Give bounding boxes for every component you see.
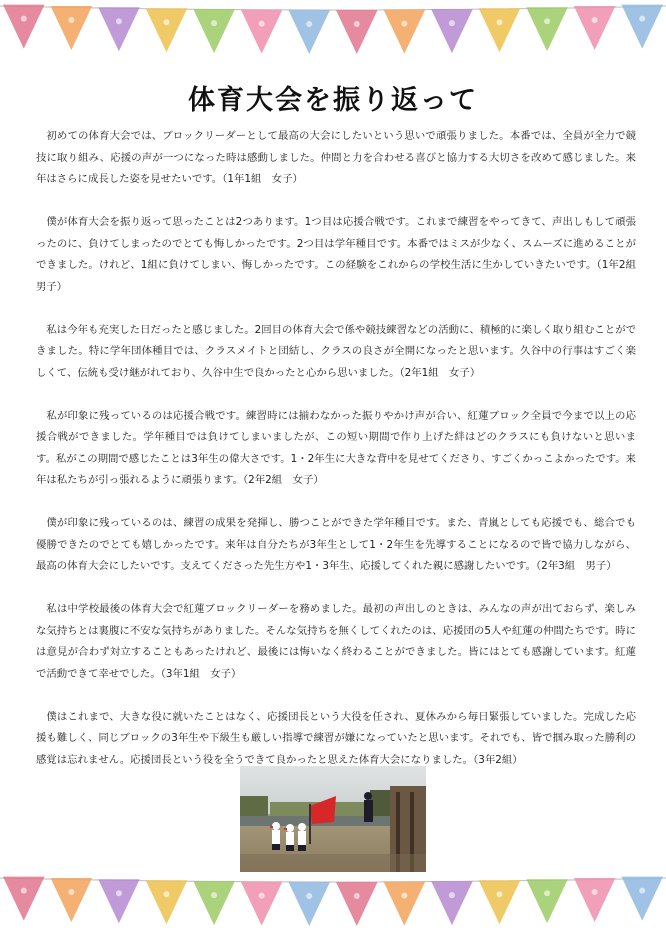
bunting-flag-dot — [211, 892, 217, 898]
bunting-flag — [98, 7, 140, 51]
bunting-flag — [146, 8, 188, 52]
bunting-flag-dot — [116, 18, 122, 24]
bunting-flag — [3, 5, 45, 49]
paragraph-3: 私は今年も充実した日だったと感じました。2回目の体育大会で係や競技練習などの活動に、積極的に楽しく取り組むことができました。特に学年団体種目では、クラスメイトと団結し、クラスの良さが全開になったと思います。久谷中の行事はすごく楽しくて、伝統も受け継がれており、久谷中生で良かったと心から思いました。（2年1組 女子） — [36, 323, 636, 379]
bunting-flag — [241, 882, 283, 926]
bunting-flag — [241, 10, 283, 54]
bunting-flag — [384, 10, 426, 54]
bunting-flag — [288, 10, 330, 54]
bunting-flag-dot — [354, 21, 360, 27]
article-body — [36, 126, 647, 793]
bunting-flag — [51, 6, 93, 50]
bunting-flag — [621, 5, 663, 49]
bunting-flag — [51, 878, 93, 922]
bunting-flag-dot — [211, 20, 217, 26]
bunting-flag — [384, 882, 426, 926]
bunting-flag — [98, 879, 140, 923]
paragraph-6: 私は中学校最後の体育大会で紅蓮ブロックリーダーを務めました。最初の声出しのときは、みんなの声が出ておらず、楽しみな気持ちとは裏腹に不安な気持ちがありました。そんな気持ちを無くしてくれたのは、応援団の5人や紅蓮の仲間たちです。時には意見が合わず対立することもあったけれど、最後には悔いなく終わることができました。皆にはとても感謝しています。紅蓮で活動できて幸せでした。（3年1組 女子） — [36, 603, 636, 680]
bunting-bottom — [0, 872, 666, 926]
bunting-flag-dot — [354, 893, 360, 899]
bunting-flag — [431, 881, 473, 925]
bunting-flag — [526, 7, 568, 51]
paragraph-4: 私が印象に残っているのは応援合戦です。練習時には揃わなかった振りやかけ声が合い、紅蓮ブロック全員で今まで以上の応援合戦ができました。学年種目では負けてしまいましたが、この短い期間で作り上げた絆はどのクラスにも負けないと思います。私がこの期間で感じたことは3年生の偉大さです。1・2年生に大きな背中を見せてくださり、すごくかっこよかったです。来年は私たちが引っ張れるように頑張ります。（2年2組 女子） — [36, 409, 636, 486]
paragraph-5: 僕が印象に残っているのは、練習の成果を発揮し、勝つことができた学年種目です。また、青嵐としても応援でも、総合でも優勝できたのでとても嬉しかったです。来年は自分たちが3年生として1・2年生を先導することになるので皆で協力しながら、最高の体育大会にしたいです。支えてくださった先生方や1・3年生、応援してくれた親に感謝したいです。（2年3組 男子） — [36, 517, 636, 572]
bunting-flag-dot — [449, 892, 455, 898]
bunting-top — [0, 0, 666, 54]
bunting-flag — [431, 9, 473, 53]
bunting-flag-dot — [306, 21, 312, 27]
bunting-flag-dot — [592, 889, 598, 895]
bunting-flag-dot — [497, 891, 503, 897]
bunting-flag-dot — [68, 17, 74, 23]
bunting-flag-dot — [639, 16, 645, 22]
bunting-flag — [621, 877, 663, 921]
bunting-flag-dot — [259, 893, 265, 899]
bunting-flag — [193, 9, 235, 53]
paragraph-7: 僕はこれまで、大きな役に就いたことはなく、応援団長という大役を任され、夏休みから毎日緊張していました。完成した応援も難しく、同じブロックの3年生や下級生も厳しい指導で練習が嫌になっていたと思います。それでも、皆で掴み取った勝利の感覚は忘れません。応援団長という役を全うできて良かったと思えた体育大会になりました。（3年2組） — [36, 710, 636, 766]
page-title: 体育大会を振り返って — [188, 85, 478, 116]
bunting-flag-dot — [544, 18, 550, 24]
bunting-flag-dot — [21, 16, 27, 22]
bunting-flag — [288, 882, 330, 926]
bunting-flag — [193, 881, 235, 925]
bunting-flag-dot — [449, 20, 455, 26]
sports-day-photo — [240, 766, 426, 872]
bunting-flag-dot — [639, 888, 645, 894]
bunting-flag-dot — [259, 21, 265, 27]
bunting-flag-dot — [116, 890, 122, 896]
bunting-flag-dot — [21, 888, 27, 894]
bunting-flag — [479, 880, 521, 924]
bunting-flag-dot — [497, 19, 503, 25]
bunting-flag-dot — [164, 19, 170, 25]
bunting-flag — [526, 879, 568, 923]
bunting-flag-dot — [592, 17, 598, 23]
bunting-flag-dot — [401, 893, 407, 899]
bunting-flag — [3, 877, 45, 921]
bunting-flag — [574, 878, 616, 922]
paragraph-1: 初めての体育大会では、ブロックリーダーとして最高の大会にしたいという思いで頑張りました。本番では、全員が全力で競技に取り組み、応援の声が一つになった時は感動しました。仲間と力を合わせる喜びと協力する大切さを改めて感じました。来年はさらに成長した姿を見せたいです。（1年1組 女子） — [36, 130, 636, 185]
bunting-flag-dot — [164, 891, 170, 897]
bunting-flag-dot — [306, 893, 312, 899]
bunting-flag — [479, 8, 521, 52]
bunting-flag — [146, 880, 188, 924]
bunting-flag — [336, 10, 378, 54]
bunting-flag-dot — [68, 889, 74, 895]
paragraph-2: 僕が体育大会を振り返って思ったことは2つあります。1つ目は応援合戦です。これまで練習をやってきて、声出しもして頑張ったのに、負けてしまったのでとても悔しかったです。2つ目は学年種目です。本番ではミスが少なく、スムーズに進めることができました。けれど、1組に負けてしまい、悔しかったです。この経験をこれからの学校生活に生かしていきたいです。（1年2組 男子） — [36, 216, 647, 293]
bunting-flag — [336, 882, 378, 926]
bunting-flag-dot — [544, 890, 550, 896]
bunting-flag-dot — [401, 21, 407, 27]
bunting-flag — [574, 6, 616, 50]
